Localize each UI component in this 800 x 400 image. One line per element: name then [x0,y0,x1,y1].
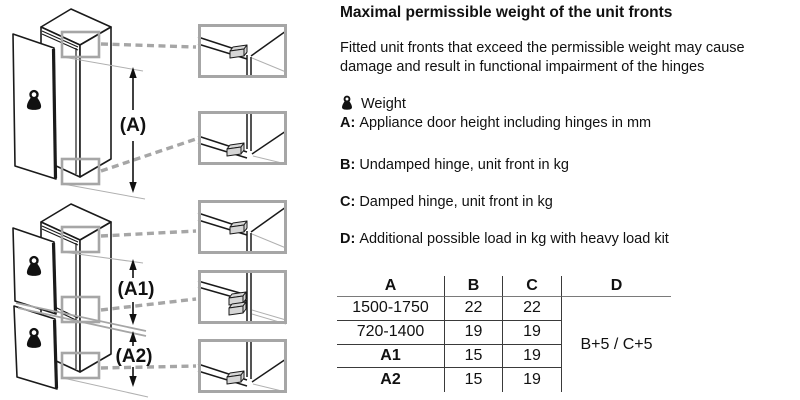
table-cell: 19 [503,321,562,345]
dimension-label-a1: (A1) [117,279,155,300]
table-cell: 720-1400 [337,321,445,345]
legend-weight-label: Weight [361,95,406,112]
table-cell: 19 [503,345,562,369]
legend-text: Appliance door height including hinges in mm [359,115,652,131]
dimension-label-a: (A) [119,115,147,136]
col-header-c: C [503,276,562,297]
col-header-b: B [445,276,503,297]
legend-weight [340,95,406,112]
table-cell: 15 [445,345,503,369]
table-cell: A1 [337,345,445,369]
magnify-leader-lines [101,44,196,171]
cabinet-side-face [80,27,111,177]
table-cell: 15 [445,368,503,392]
legend-text: Additional possible load in kg with heavy load kit [359,231,669,247]
legend-item-a [340,115,651,131]
legend-key: A: [340,115,356,131]
col-header-d: D [562,276,671,297]
table-cell: 22 [503,297,562,321]
hinge-detail-box-bottom [198,339,287,393]
weight-icon [340,95,354,112]
legend-key: D: [340,231,356,247]
table-cell-d: B+5 / C+5 [580,335,653,353]
hinge-detail-box-top [198,24,287,78]
page-title: Maximal permissible weight of the unit fronts [340,4,673,21]
table-cell: 22 [445,297,503,321]
intro-text: Fitted unit fronts that exceed the permissible weight may cause damage and result in functional impairment of the hinges [340,40,745,75]
hinge-diagrams [0,0,340,400]
single-door-diagram [13,9,196,199]
hinge-detail-box-top [198,200,287,254]
table-cell: 19 [503,368,562,392]
dimension-label-a2: (A2) [115,346,153,367]
legend-key: B: [340,157,356,173]
legend-item-b [340,157,569,173]
legend-key: C: [340,194,356,210]
legend-text: Undamped hinge, unit front in kg [359,157,569,173]
table-cell: A2 [337,368,445,392]
double-door-diagram [13,204,196,397]
hinge-detail-box-bottom [198,111,287,165]
legend-item-d [340,231,669,247]
table-cell: 1500-1750 [337,297,445,321]
weights-table [337,276,671,392]
legend-text: Damped hinge, unit front in kg [359,194,553,210]
hinge-detail-box-middle [198,270,287,324]
legend-item-c [340,194,553,210]
table-cell: 19 [445,321,503,345]
col-header-a: A [337,276,445,297]
